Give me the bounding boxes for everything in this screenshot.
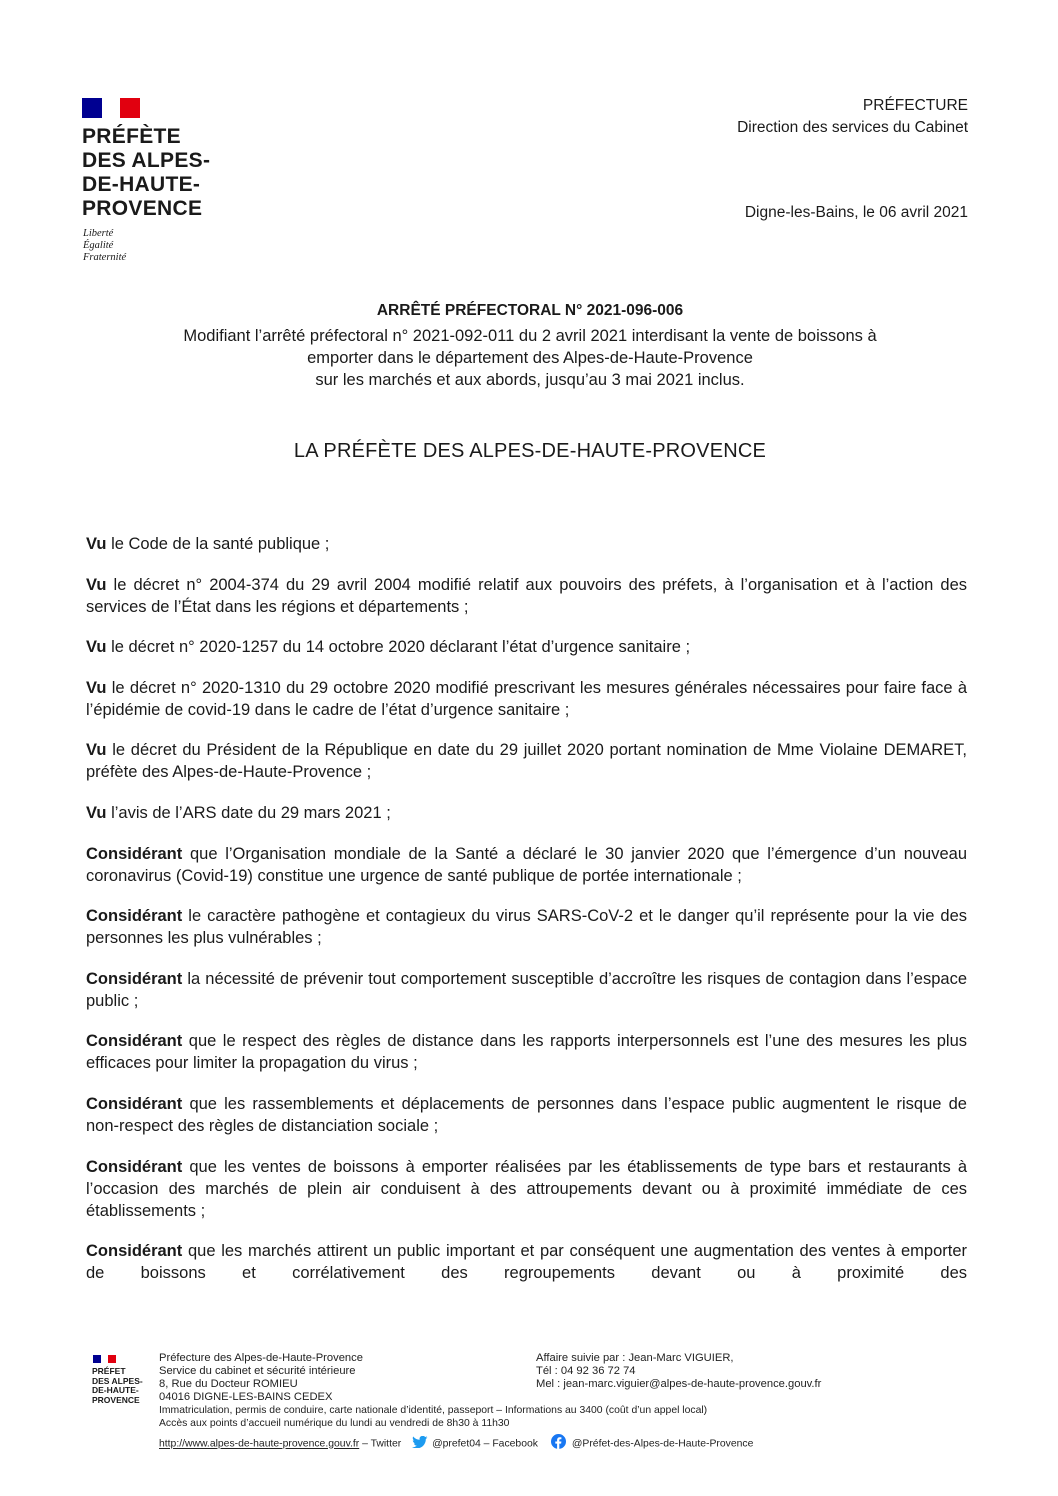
considering-paragraph: Considérant la nécessité de prévenir tout comportement susceptible d’accroître les risques de contagion dans l’espace public ; [86, 969, 967, 1010]
footer-info: Immatriculation, permis de conduire, carte nationale d’identité, passeport – Informations au 3400 (coût d’un appel local) Accès aux points d’accueil numérique du lundi au vendredi de 8h30 à 11h30 [159, 1405, 708, 1429]
decree-body [86, 533, 967, 1303]
contact-email[interactable]: Mel : jean-marc.viguier@alpes-de-haute-provence.gouv.fr [536, 1378, 822, 1390]
recital-paragraph: Vu le Code de la santé publique ; [86, 535, 330, 553]
twitter-handle[interactable]: @prefet04 – Facebook [432, 1438, 538, 1450]
decree-subtitle-line: Modifiant l’arrêté préfectoral n° 2021-092-011 du 2 avril 2021 interdisant la vente de boissons à [183, 327, 877, 345]
considering-paragraph: Considérant que les rassemblements et déplacements de personnes dans l’espace public augmentent le risque de non-respect des règles de distanciation sociale ; [86, 1094, 967, 1135]
facebook-handle[interactable]: @Préfet-des-Alpes-de-Haute-Provence [571, 1438, 754, 1450]
considering-paragraph: Considérant le caractère pathogène et contagieux du virus SARS-CoV-2 et le danger qu’il représente pour la vie des personnes les plus vulnérables ; [86, 907, 967, 948]
prefecture-logo-title: PRÉFÈTE DES ALPES- DE-HAUTE- PROVENCE [82, 125, 211, 220]
decree-title-block [80, 300, 980, 391]
recital-paragraph: Vu le décret n° 2004-374 du 29 avril 2004 modifié relatif aux pouvoirs des préfets, à l’organisation et à l’action des services de l’État dans les régions et départements ; [86, 575, 967, 616]
footer-address: Préfecture des Alpes-de-Haute-Provence Service du cabinet et sécurité intérieure 8, Rue du Docteur ROMIEU 04016 DIGNE-LES-BAINS CEDEX [159, 1352, 363, 1403]
recital-paragraph: Vu le décret n° 2020-1310 du 29 octobre 2020 modifié prescrivant les mesures générales nécessaires pour faire face à l’épidémie de covid-19 dans le cadre de l’état d’urgence sanitaire ; [86, 678, 967, 719]
place-and-date: Digne-les-Bains, le 06 avril 2021 [744, 204, 968, 221]
considering-paragraph: Considérant que l’Organisation mondiale de la Santé a déclaré le 30 janvier 2020 que l’émergence d’un nouveau coronavirus (Covid-19) constitue une urgence de santé publique de portée internationale ; [86, 844, 967, 885]
considering-paragraph: Considérant que les ventes de boissons à emporter réalisées par les établissements de type bars et restaurants à l’occasion des marchés de plein air conduisent à des attroupements devant ou à proximité immédiate de ces établissements ; [86, 1157, 967, 1220]
footer-flag-logo [93, 1355, 116, 1363]
website-link[interactable]: http://www.alpes-de-haute-provence.gouv.fr [159, 1438, 360, 1450]
issuing-authority: LA PRÉFÈTE DES ALPES-DE-HAUTE-PROVENCE [293, 440, 767, 462]
service-direction: Direction des services du Cabinet [737, 119, 968, 136]
service-name: PRÉFECTURE [862, 97, 968, 114]
recital-paragraph: Vu le décret n° 2020-1257 du 14 octobre 2020 déclarant l’état d’urgence sanitaire ; [86, 638, 691, 657]
considering-paragraph: Considérant que le respect des règles de distance dans les rapports interpersonnels est l’une des mesures les plus efficaces pour limiter la propagation du virus ; [86, 1032, 967, 1073]
footer-logo-title: PRÉFET DES ALPES- DE-HAUTE- PROVENCE [92, 1366, 143, 1405]
facebook-icon[interactable] [551, 1434, 566, 1454]
decree-reference: ARRÊTÉ PRÉFECTORAL N° 2021-096-006 [376, 302, 684, 319]
issuing-service [737, 95, 968, 139]
considering-paragraph: Considérant que les marchés attirent un public important et par conséquent une augmentation des ventes à emporter de boissons et corrélativement des regroupements devant ou à proximité des [86, 1242, 967, 1283]
recital-paragraph: Vu l’avis de l’ARS date du 29 mars 2021 ; [86, 803, 391, 822]
decree-subtitle-line: sur les marchés et aux abords, jusqu’au 3 mai 2021 inclus. [315, 371, 745, 389]
decree-subtitle-line: emporter dans le département des Alpes-de-Haute-Provence [307, 349, 753, 367]
footer-contact: Affaire suivie par : Jean-Marc VIGUIER, Tél : 04 92 36 72 74 Mel : jean-marc.viguier@alpes-de-haute-provence.gouv.fr [536, 1352, 822, 1390]
twitter-icon[interactable] [412, 1436, 428, 1453]
republic-motto: Liberté Égalité Fraternité [83, 228, 127, 263]
footer-social: http://www.alpes-de-haute-provence.gouv.fr – Twitter @prefet04 – Facebook @Préfet-des-Alpes-de-Haute-Provence [159, 1434, 753, 1454]
recital-paragraph: Vu le décret du Président de la République en date du 29 juillet 2020 portant nomination de Mme Violaine DEMARET, préfète des Alpes-de-Haute-Provence ; [86, 741, 967, 782]
marianne-flag-logo [82, 98, 140, 118]
